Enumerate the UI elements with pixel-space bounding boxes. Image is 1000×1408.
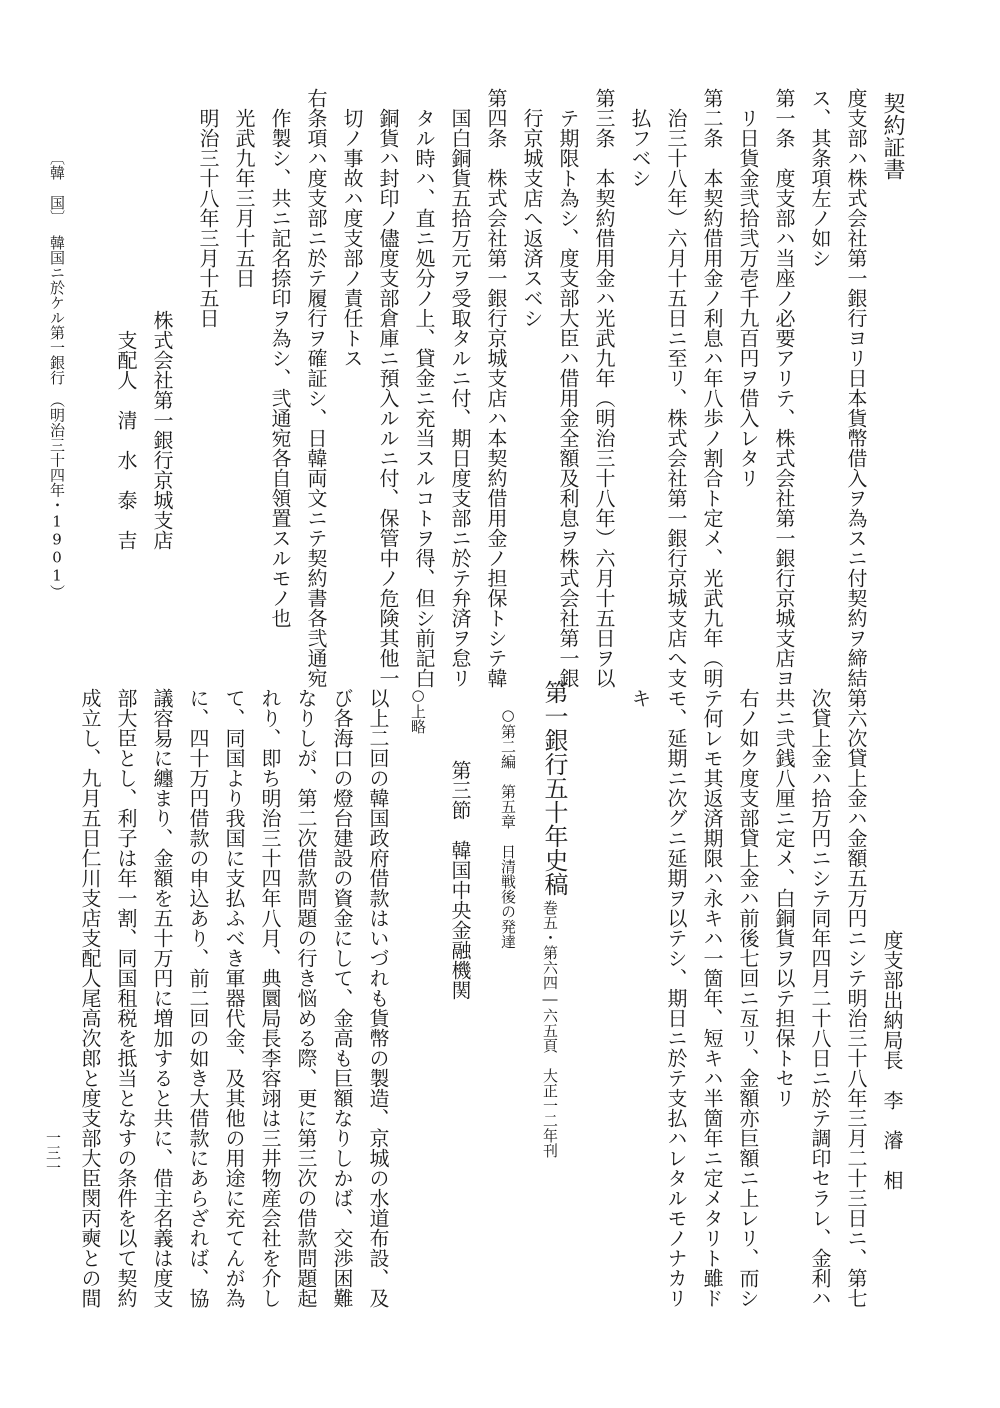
- text-line: ス、其条項左ノ如シ: [808, 88, 832, 268]
- text-line: 切ノ事故ハ度支部ノ責任トス: [340, 108, 364, 368]
- official-title: 度支部出納局長 李 濬 相: [880, 930, 904, 1190]
- text-line: 行京城支店へ返済スベシ: [520, 108, 544, 328]
- text-line: 国白銅貨五拾万元ヲ受取タルニ付、期日度支部ニ於テ弁済ヲ怠リ: [448, 108, 472, 688]
- omitted-note: ○上略: [409, 686, 427, 734]
- text-line: リ日貨金弐拾弐万壱千九百円ヲ借入レタリ: [736, 108, 760, 488]
- text-line: テ期限ト為シ、度支部大臣ハ借用金全額及利息ヲ株式会社第一銀: [556, 108, 580, 688]
- text-line: 第一条 度支部ハ当座ノ必要アリテ、株式会社第一銀行京城支店ヨ: [772, 88, 796, 688]
- text-line: モ、延期ニ次グニ延期ヲ以テシ、期日ニ於テ支払ハレタルモノナカリ: [664, 688, 688, 1308]
- footer-country: 〔韓 国〕: [48, 150, 66, 225]
- chapter-heading: ○第二編 第五章 日清戦後の発達: [499, 706, 517, 949]
- text-line: 右条項ハ度支部ニ於テ履行ヲ確証シ、日韓両文ニテ契約書各弐通宛: [304, 88, 328, 688]
- text-line: び各海口の燈台建設の資金にして、金高も巨額なりしかば、交渉困難: [330, 688, 354, 1308]
- signature-company: 株式会社第一銀行京城支店: [150, 310, 174, 550]
- book-title: 第一銀行五十年史稿: [540, 680, 568, 896]
- text-line: 払フベシ: [628, 108, 652, 188]
- signature-manager: 支配人 清 水 泰 吉: [114, 330, 138, 550]
- section-heading: 第三節 韓国中央金融機関: [448, 760, 472, 1000]
- footer-section: 韓国ニ於ケル第一銀行 （明治三十四年・1901）: [48, 235, 66, 600]
- text-line: 第三条 本契約借用金ハ光武九年（明治三十八年）六月十五日ヲ以: [592, 88, 616, 688]
- date-line: 明治三十八年三月十五日: [196, 108, 220, 328]
- text-line: 共ニ弐銭八厘ニ定メ、白銅貨ヲ以テ担保トセリ: [772, 688, 796, 1108]
- text-line: 部大臣とし、利子は年一割、同国租税を抵当となすの条件を以て契約: [114, 688, 138, 1308]
- text-line: キ: [628, 688, 652, 708]
- text-line: 右ノ如ク度支部貸上金ハ前後七回ニ亙リ、金額亦巨額ニ上レリ、而シ: [736, 688, 760, 1308]
- text-line: 第四条 株式会社第一銀行京城支店ハ本契約借用金ノ担保トシテ韓: [484, 88, 508, 688]
- contract-title: 契約証書: [880, 92, 905, 180]
- text-line: 第二条 本契約借用金ノ利息ハ年八歩ノ割合ト定メ、光武九年（明: [700, 88, 724, 688]
- text-line: 以上二回の韓国政府借款はいづれも貨幣の製造、京城の水道布設、及: [366, 688, 390, 1308]
- text-line: タル時ハ、直ニ処分ノ上、貸金ニ充当スルコトヲ得、但シ前記白: [412, 108, 436, 688]
- text-line: に、四十万円借款の申込あり、前二回の如き大借款にあらざれば、協: [186, 688, 210, 1308]
- text-line: 第六次貸上金ハ金額五万円ニシテ明治三十八年三月二十三日ニ、第七: [844, 688, 868, 1308]
- book-source: 巻五・第六四―六五頁 大正一二年刊: [541, 900, 559, 1158]
- text-line: 度支部ハ株式会社第一銀行ヨリ日本貨幣借入ヲ為スニ付契約ヲ締結: [844, 88, 868, 688]
- text-line: 議容易に纏まり、金額を五十万円に増加すると共に、借主名義は度支: [150, 688, 174, 1308]
- text-line: 銅貨ハ封印ノ儘度支部倉庫ニ預入ルルニ付、保管中ノ危険其他一: [376, 108, 400, 688]
- page-number: 一三一: [44, 1130, 62, 1175]
- text-line: 治三十八年）六月十五日ニ至リ、株式会社第一銀行京城支店へ支: [664, 108, 688, 688]
- text-line: なりしが、第二次借款問題の行き悩める際、更に第三次の借款問題起: [294, 688, 318, 1308]
- text-line: テ何レモ其返済期限ハ永キハ一箇年、短キハ半箇年ニ定メタリト雖ド: [700, 688, 724, 1308]
- text-line: れり、即ち明治三十四年八月、典圜局長李容翊は三井物産会社を介し: [258, 688, 282, 1308]
- text-line: 次貸上金ハ拾万円ニシテ同年四月二十八日ニ於テ調印セラレ、金利ハ: [808, 688, 832, 1308]
- text-line: 成立し、九月五日仁川支店支配人尾高次郎と度支部大臣閔丙奭との間: [78, 688, 102, 1308]
- text-line: て、同国より我国に支払ふべき軍器代金、及其他の用途に充てんが為: [222, 688, 246, 1308]
- date-line: 光武九年三月十五日: [232, 108, 256, 288]
- text-line: 作製シ、共ニ記名捺印ヲ為シ、弐通宛各自領置スルモノ也: [268, 108, 292, 628]
